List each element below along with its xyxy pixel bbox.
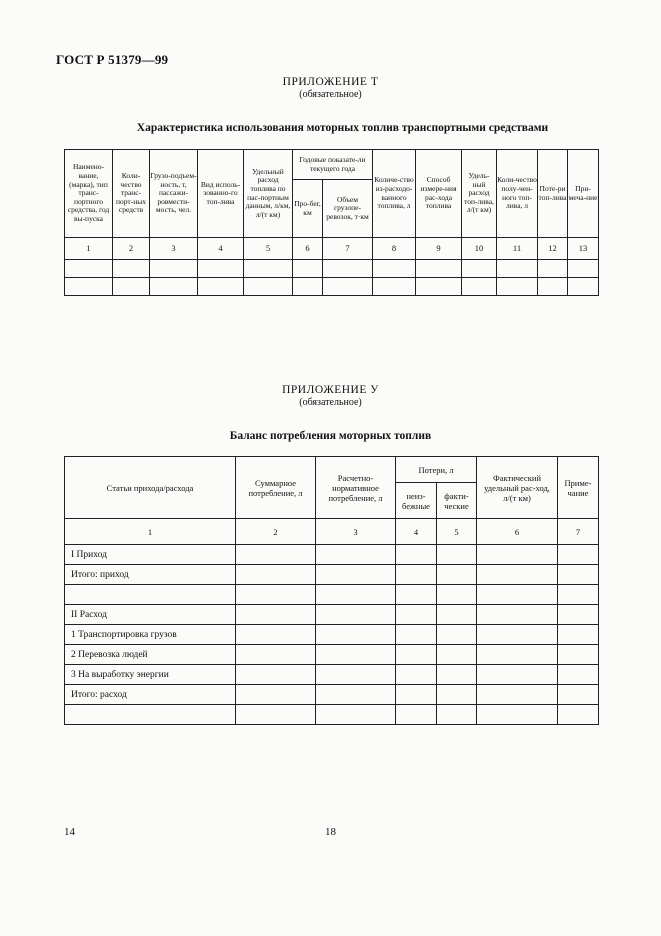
header-mileage: Про-бег, км [293, 180, 323, 238]
header-actual-losses: факти-ческие [437, 483, 477, 519]
header-name-type: Наимено-вание, (марка), тип транс-портного средства, год вы-пуска [65, 150, 113, 238]
header-actual-specific: Фактический удельный рас-ход, л/(т км) [477, 457, 558, 519]
table-u-title: Баланс потребления моторных топлив [229, 430, 432, 442]
header-fuel-losses: Поте-ри топ-лива [538, 150, 568, 238]
col-number: 4 [396, 519, 437, 545]
col-number: 3 [150, 238, 198, 260]
col-number: 6 [293, 238, 323, 260]
appendix-t-title: ПРИЛОЖЕНИЕ Т [282, 76, 379, 88]
appendix-u-title: ПРИЛОЖЕНИЕ У [282, 384, 379, 396]
table-row [65, 585, 599, 605]
fuel-usage-table [64, 149, 599, 296]
row-label [65, 585, 236, 605]
col-number: 2 [113, 238, 150, 260]
row-label: Итого: расход [65, 685, 236, 705]
table-row [65, 705, 599, 725]
header-losses: Потери, л [396, 457, 477, 483]
table-row [65, 625, 599, 645]
col-number: 4 [198, 238, 244, 260]
header-fuel-type: Вид исполь-зованно-го топ-лива [198, 150, 244, 238]
col-number: 10 [462, 238, 497, 260]
row-label: Итого: приход [65, 565, 236, 585]
header-measurement-method: Способ измере-ния рас-хода топлива [416, 150, 462, 238]
header-cargo-volume: Объем грузопе-ревозок, т·км [323, 180, 373, 238]
row-label: 2 Перевозка людей [65, 645, 236, 665]
header-passport-consumption: Удельный расход топлива по пас-портным данным, л/км, л/(т км) [244, 150, 293, 238]
col-number: 7 [323, 238, 373, 260]
header-vehicle-count: Коли-чество транс-порт-ных средств [113, 150, 150, 238]
header-total-consumption: Суммарное потребление, л [236, 457, 316, 519]
page-number-left: 14 [64, 826, 75, 838]
appendix-u-subtitle: (обязательное) [299, 397, 362, 408]
table-row [65, 645, 599, 665]
table-row [65, 260, 599, 278]
header-annual-indicators: Годовые показате-ли текущего года [293, 150, 373, 180]
header-unavoidable-losses: неиз-бежные [396, 483, 437, 519]
col-number: 2 [236, 519, 316, 545]
table-row [65, 665, 599, 685]
header-consumed-fuel: Количе-ство из-расходо-ванного топлива, л [373, 150, 416, 238]
header-note: Приме-чание [558, 457, 599, 519]
col-number: 1 [65, 519, 236, 545]
row-label: II Расход [65, 605, 236, 625]
col-number: 8 [373, 238, 416, 260]
header-specific-consumption: Удель-ный расход топ-лива, л/(т км) [462, 150, 497, 238]
row-label: 3 На выработку энергии [65, 665, 236, 685]
col-number: 5 [244, 238, 293, 260]
table-t-title: Характеристика использования моторных топлив транспортными средствами [136, 122, 549, 134]
col-number: 11 [497, 238, 538, 260]
table-row [65, 685, 599, 705]
col-number: 9 [416, 238, 462, 260]
col-number: 13 [568, 238, 599, 260]
table-row [65, 278, 599, 296]
header-received-fuel: Коли-чество полу-чен-ного топ-лива, л [497, 150, 538, 238]
header-items: Статьи прихода/расхода [65, 457, 236, 519]
page-number-center: 18 [325, 826, 336, 838]
table-row [65, 565, 599, 585]
row-label [65, 705, 236, 725]
header-capacity: Грузо-подъем-ность, т, пассажи-ровмести-мость, чел. [150, 150, 198, 238]
col-number: 3 [316, 519, 396, 545]
col-number: 6 [477, 519, 558, 545]
col-number: 12 [538, 238, 568, 260]
document-code: ГОСТ Р 51379—99 [56, 52, 169, 67]
col-number: 7 [558, 519, 599, 545]
appendix-t-subtitle: (обязательное) [299, 89, 362, 100]
row-label: 1 Транспортировка грузов [65, 625, 236, 645]
row-label: I Приход [65, 545, 236, 565]
col-number: 1 [65, 238, 113, 260]
col-number: 5 [437, 519, 477, 545]
table-row [65, 545, 599, 565]
header-normative-consumption: Расчетно-нормативное потребление, л [316, 457, 396, 519]
header-note: При-меча-ние [568, 150, 599, 238]
fuel-balance-table [64, 456, 599, 725]
table-row [65, 605, 599, 625]
